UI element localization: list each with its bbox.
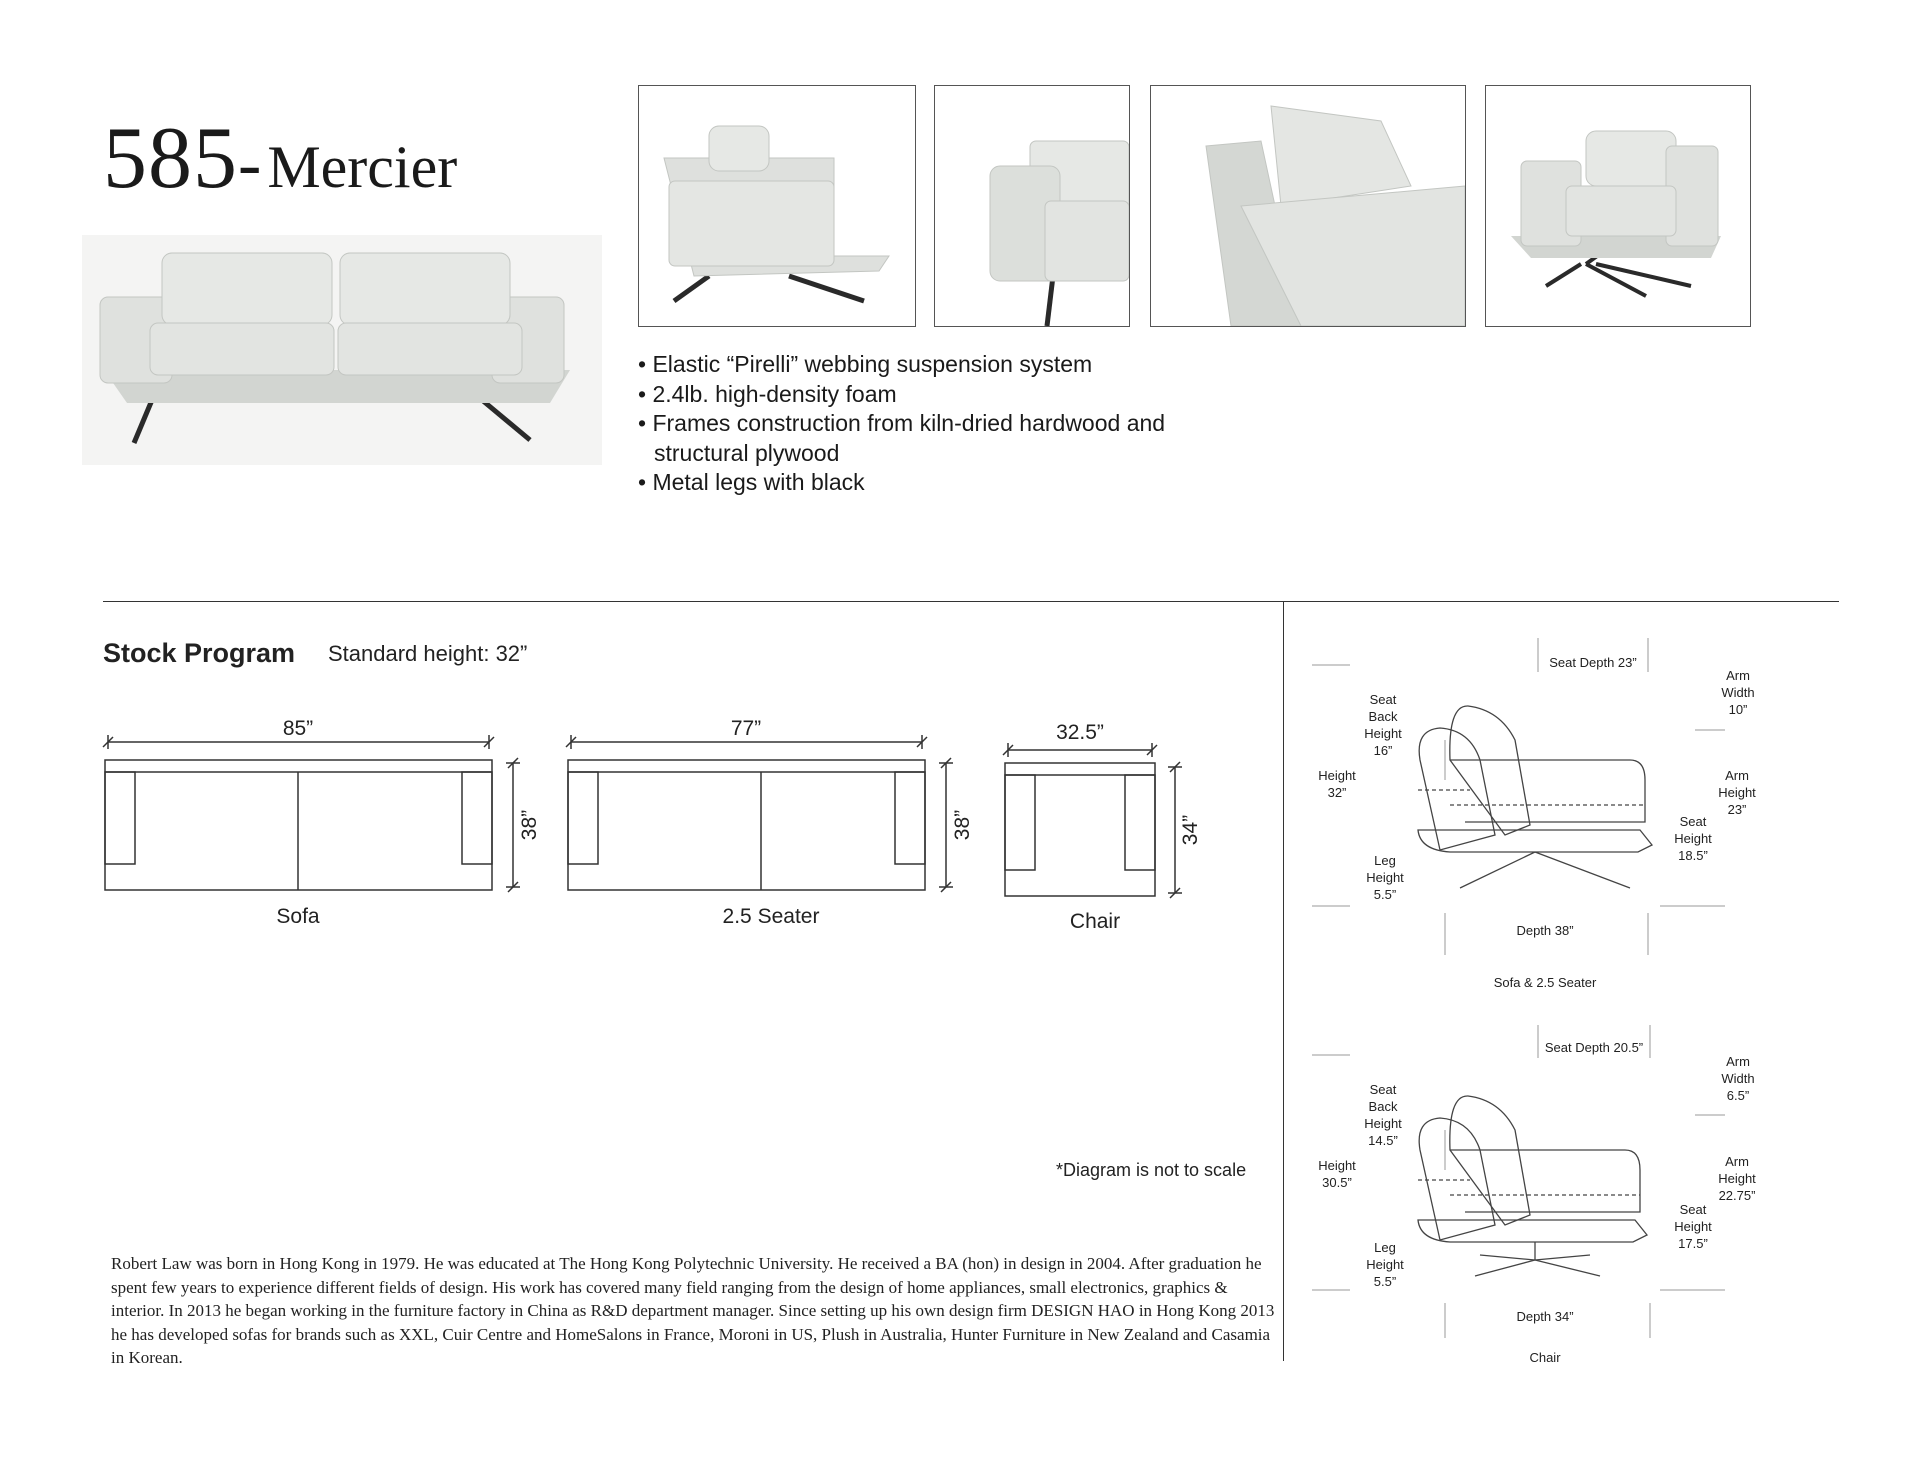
detail-photo-closeup	[1150, 85, 1466, 327]
leg-height-label: Leg	[1374, 1240, 1396, 1255]
arm-width-label: Arm	[1726, 668, 1750, 683]
arm-width-label: Width	[1721, 685, 1755, 700]
seat-back-height-label: Height	[1364, 726, 1402, 741]
sofa-plan	[103, 735, 520, 892]
side-profile-chair	[1300, 1020, 1780, 1380]
seat-back-height-label: Back	[1368, 709, 1398, 724]
arm-width-value: 6.5”	[1726, 1088, 1750, 1103]
height-value: 30.5”	[1322, 1175, 1352, 1190]
detail-photo-chair	[1485, 85, 1751, 327]
designer-bio: Robert Law was born in Hong Kong in 1979. He was educated at The Hong Kong Polytechnic University. He received a BA (hon) in design in 2004. After graduation he spent few years to experience different fields of design. His work has covered many field ranging from the design of home appliances, small electronics, graphics & interior. In 2013 he began working in the furniture factory in China as R&D department manager. Since setting up his own design firm DESIGN HAO in Hong Kong 2013 he has developed sofas for brands such as XXL, Cuir Centre and HomeSalons in France, Moroni in US, Plush in Australia, Hunter Furniture in New Zealand and Casamia in Korean.	[111, 1254, 1275, 1367]
product-title	[103, 108, 457, 209]
seat-height-label: Seat	[1679, 814, 1707, 829]
standard-height: Standard height: 32”	[328, 641, 528, 666]
side-profile-caption: Chair	[1529, 1350, 1561, 1365]
leg-height-label: Leg	[1374, 853, 1396, 868]
leg-height-label: Height	[1366, 870, 1404, 885]
depth-label: Depth 38”	[1516, 923, 1574, 938]
feature-list	[638, 350, 1258, 498]
side-profile-caption: Sofa & 2.5 Seater	[1493, 975, 1597, 990]
seat-height-value: 18.5”	[1678, 848, 1708, 863]
plan-views	[95, 715, 1275, 940]
height-label: Height	[1318, 1158, 1356, 1173]
chair-depth: 34”	[1179, 814, 1202, 846]
detail-photo-side	[638, 85, 916, 327]
vertical-divider	[1283, 601, 1284, 1361]
arm-width-value: 10”	[1728, 702, 1748, 717]
leg-height-label: Height	[1366, 1257, 1404, 1272]
arm-height-label: Arm	[1725, 768, 1749, 783]
seat-back-height-value: 14.5”	[1368, 1133, 1398, 1148]
seater-plan	[566, 735, 953, 892]
chair-label: Chair	[1069, 910, 1121, 933]
not-to-scale-note: *Diagram is not to scale	[1056, 1160, 1247, 1180]
seat-height-label: Seat	[1679, 1202, 1707, 1217]
seat-back-height-value: 16”	[1373, 743, 1393, 758]
feature-item: • Frames construction from kiln-dried hardwood and structural plywood	[638, 409, 1258, 468]
seater-depth: 38”	[951, 809, 974, 841]
seat-height-value: 17.5”	[1678, 1236, 1708, 1251]
product-number: 585	[103, 110, 238, 207]
seat-height-label: Height	[1674, 1219, 1712, 1234]
height-value: 32”	[1327, 785, 1347, 800]
sofa-depth: 38”	[518, 809, 541, 841]
side-profile-sofa	[1300, 630, 1780, 1000]
horizontal-divider	[103, 601, 1839, 602]
seat-back-height-label: Seat	[1369, 1082, 1397, 1097]
arm-height-label: Arm	[1725, 1154, 1749, 1169]
sofa-label: Sofa	[276, 905, 320, 928]
seater-label: 2.5 Seater	[722, 905, 820, 928]
seat-back-height-label: Height	[1364, 1116, 1402, 1131]
arm-height-label: Height	[1718, 785, 1756, 800]
arm-height-value: 22.75”	[1718, 1188, 1756, 1203]
depth-label: Depth 34”	[1516, 1309, 1574, 1324]
product-name: Mercier	[267, 134, 458, 200]
detail-photo-arm	[934, 85, 1130, 327]
seat-back-height-label: Seat	[1369, 692, 1397, 707]
feature-item: • 2.4lb. high-density foam	[638, 380, 1258, 410]
seat-height-label: Height	[1674, 831, 1712, 846]
feature-item: • Elastic “Pirelli” webbing suspension system	[638, 350, 1258, 380]
product-title-dash: -	[238, 126, 262, 203]
height-label: Height	[1318, 768, 1356, 783]
chair-plan	[1003, 743, 1182, 898]
feature-item: • Metal legs with black	[638, 468, 1258, 498]
seat-depth-label: Seat Depth 20.5”	[1544, 1040, 1644, 1055]
arm-height-value: 23”	[1727, 802, 1747, 817]
chair-width: 32.5”	[1056, 721, 1104, 744]
arm-height-label: Height	[1718, 1171, 1756, 1186]
leg-height-value: 5.5”	[1373, 887, 1397, 902]
sofa-main-photo	[82, 235, 602, 465]
arm-width-label: Arm	[1726, 1054, 1750, 1069]
stock-program-title: Stock Program	[103, 638, 296, 668]
seat-depth-label: Seat Depth 23”	[1549, 655, 1637, 670]
sofa-width: 85”	[282, 717, 314, 740]
leg-height-value: 5.5”	[1373, 1274, 1397, 1289]
seat-back-height-label: Back	[1368, 1099, 1398, 1114]
arm-width-label: Width	[1721, 1071, 1755, 1086]
seater-width: 77”	[730, 717, 762, 740]
